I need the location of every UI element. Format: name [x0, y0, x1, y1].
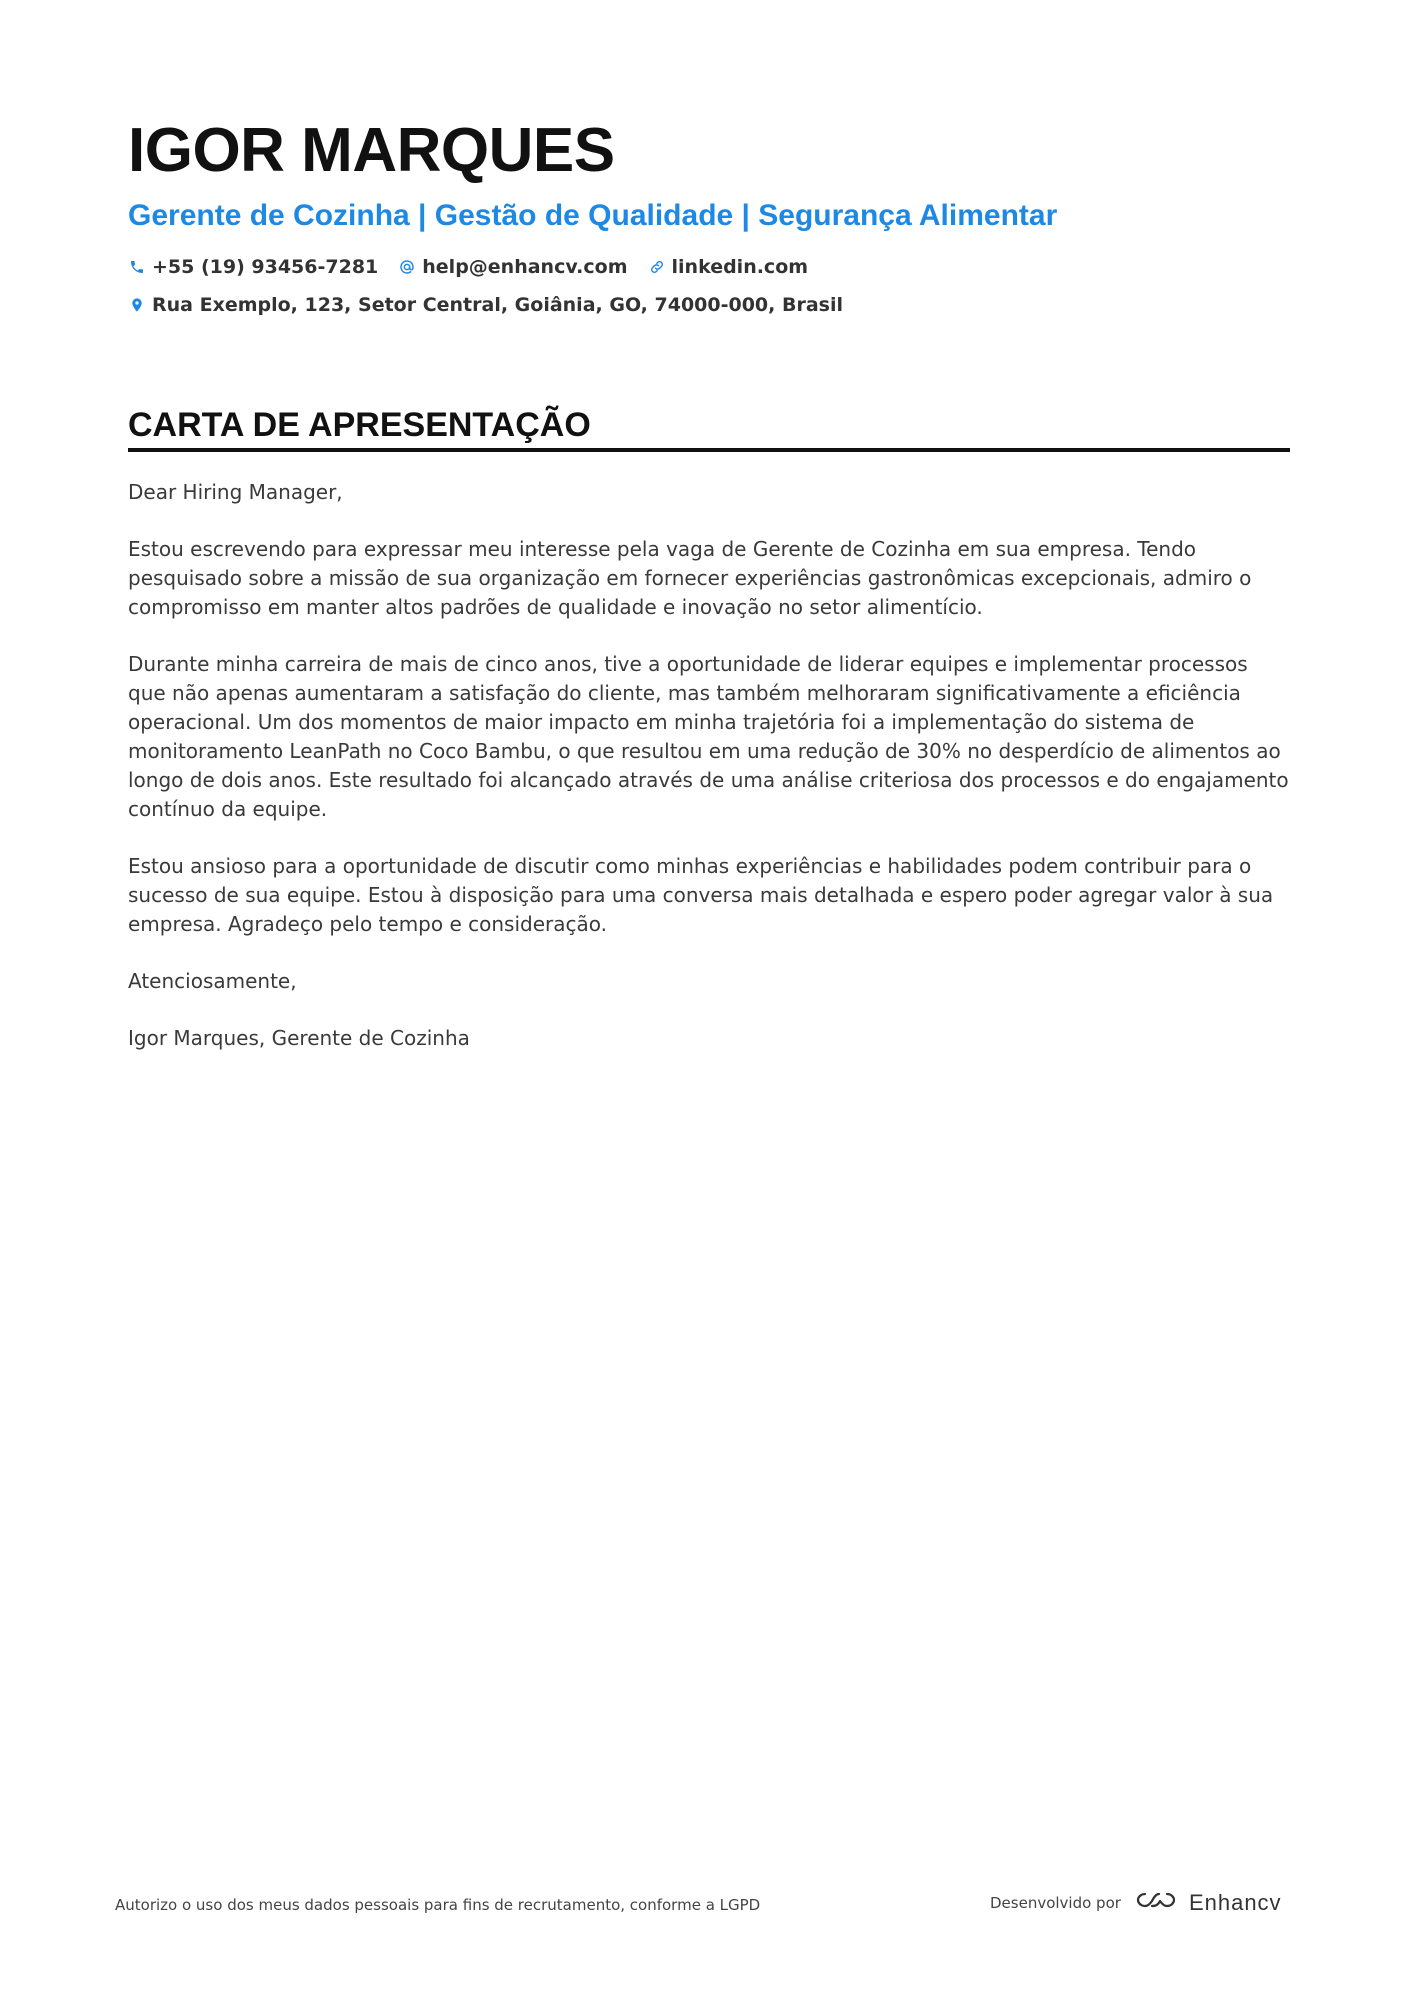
letter-salutation: Dear Hiring Manager, [128, 480, 343, 504]
contact-row-primary [128, 256, 1290, 278]
letter-closing: Atenciosamente, [128, 969, 297, 993]
letter-paragraph-3: Estou ansioso para a oportunidade de discutir como minhas experiências e habilidades podem contribuir para o sucesso de sua equipe. Estou à disposição para uma conversa mais detalhada e espero poder agregar valor à sua empresa. Agradeço pelo tempo e consideração. [128, 854, 1274, 936]
brand-name: Enhancv [1188, 1890, 1282, 1915]
link-icon [648, 258, 666, 276]
address-text: Rua Exemplo, 123, Setor Central, Goiânia, GO, 74000-000, Brasil [152, 294, 843, 316]
letter-paragraph-2: Durante minha carreira de mais de cinco anos, tive a oportunidade de liderar equipes e implementar processos que não apenas aumentaram a satisfação do cliente, mas também melhoraram significativamente a eficiência operacional. Um dos momentos de maior impacto em minha trajetória foi a implementação do sistema de monitoramento LeanPath no Coco Bambu, o que resultou em uma redução de 30% no desperdício de alimentos ao longo de dois anos. Este resultado foi alcançado através de uma análise criteriosa dos processos e do engajamento contínuo da equipe. [128, 652, 1289, 821]
candidate-name: IGOR MARQUES [128, 116, 615, 185]
powered-by-text: Desenvolvido por [990, 1894, 1121, 1912]
email-text[interactable]: help@enhancv.com [422, 256, 628, 278]
linkedin-text[interactable]: linkedin.com [671, 256, 809, 278]
cover-letter-page [128, 100, 1290, 1081]
section-title: CARTA DE APRESENTAÇÃO [128, 406, 591, 444]
letter-body [128, 478, 1290, 1053]
contact-row-address [128, 294, 1290, 316]
powered-by-footer[interactable] [990, 1888, 1282, 1918]
email-contact[interactable] [398, 256, 627, 278]
brand-logo[interactable] [1133, 1888, 1282, 1918]
address-contact [128, 294, 843, 316]
letter-signature: Igor Marques, Gerente de Cozinha [128, 1026, 470, 1050]
at-icon [398, 258, 416, 276]
phone-icon [128, 258, 146, 276]
candidate-title: Gerente de Cozinha | Gestão de Qualidade | Segurança Alimentar [128, 199, 1058, 232]
linkedin-contact[interactable] [648, 256, 809, 278]
enhancv-logo-icon [1133, 1888, 1179, 1918]
section-divider [128, 448, 1290, 452]
location-pin-icon [128, 296, 146, 314]
consent-footer: Autorizo o uso dos meus dados pessoais para fins de recrutamento, conforme a LGPD [115, 1896, 761, 1914]
letter-paragraph-1: Estou escrevendo para expressar meu interesse pela vaga de Gerente de Cozinha em sua empresa. Tendo pesquisado sobre a missão de sua organização em fornecer experiências gastronômicas excepcionais, admiro o compromisso em manter altos padrões de qualidade e inovação no setor alimentício. [128, 537, 1252, 619]
phone-contact [128, 256, 378, 278]
phone-text: +55 (19) 93456-7281 [152, 256, 379, 278]
